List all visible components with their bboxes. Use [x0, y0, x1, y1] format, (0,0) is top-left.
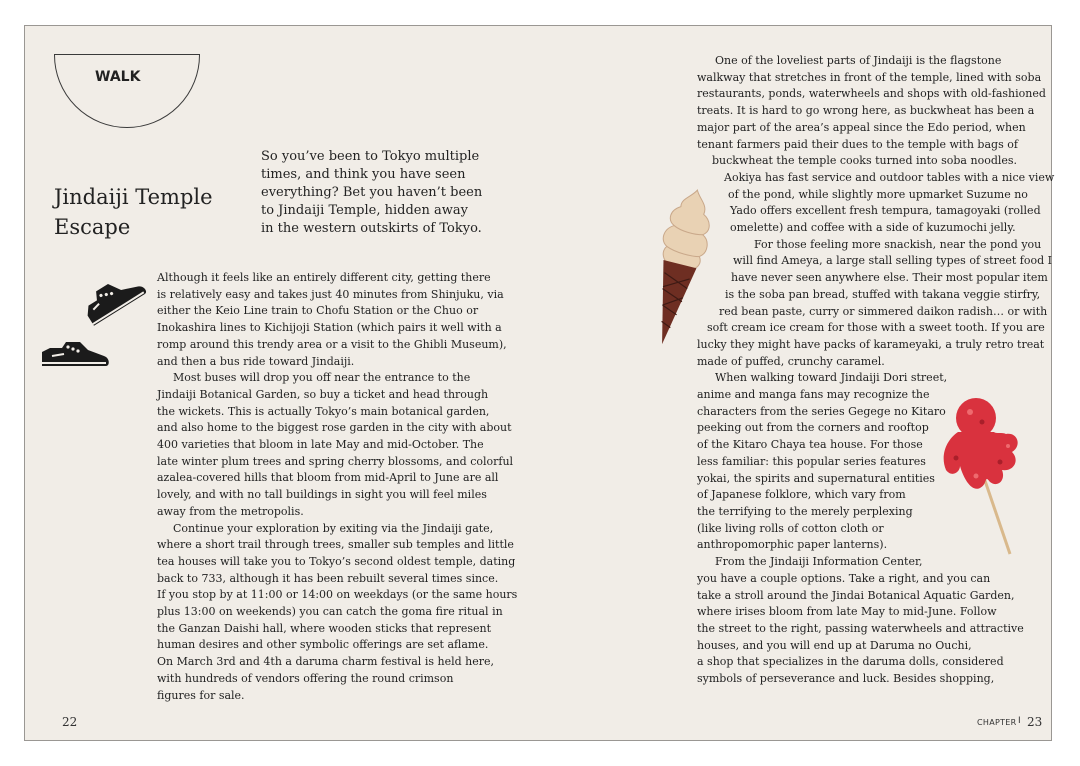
body-line: the Ganzan Daishi hall, where wooden sticks that represent — [157, 621, 492, 635]
body-line: 400 varieties that bloom in late May and mid-October. The — [157, 438, 484, 452]
body-line: a shop that specializes in the daruma dolls, considered — [697, 655, 1004, 669]
body-line: is relatively easy and takes just 40 minutes from Shinjuku, via — [157, 287, 504, 301]
body-line: is the soba pan bread, stuffed with takana veggie stirfry, — [725, 287, 1041, 301]
body-line: plus 13:00 on weekends) you can catch the goma fire ritual in — [157, 605, 503, 619]
body-line: made of puffed, crunchy caramel. — [697, 354, 885, 368]
sneakers-icon — [40, 270, 145, 380]
body-line: houses, and you will end up at Daruma no Ouchi, — [697, 638, 972, 652]
body-line: On March 3rd and 4th a daruma charm festival is held here, — [157, 655, 494, 669]
soft-serve-ice-cream-illustration — [648, 186, 710, 350]
body-line: For those feeling more snackish, near the pond you — [754, 237, 1042, 251]
body-line: where irises bloom from late May to mid-June. Follow — [697, 605, 997, 619]
title-line: Escape — [54, 215, 131, 239]
body-line: of the pond, while slightly more upmarket Suzume no — [728, 187, 1028, 201]
body-line: back to 733, although it has been rebuilt several times since. — [157, 571, 499, 585]
body-line: will find Ameya, a large stall selling types of street food I — [733, 254, 1052, 268]
body-line: yokai, the spirits and supernatural entities — [697, 471, 935, 485]
body-line: peeking out from the corners and rooftop — [697, 421, 929, 435]
body-line: romp around this trendy area or a visit to the Ghibli Museum), — [157, 337, 507, 351]
body-line: buckwheat the temple cooks turned into soba noodles. — [712, 154, 1018, 168]
body-line: and also home to the biggest rose garden in the city with about — [157, 421, 512, 435]
intro-line: So you’ve been to Tokyo multiple — [261, 149, 480, 164]
body-line: less familiar: this popular series features — [697, 454, 926, 468]
body-line: symbols of perseverance and luck. Besides shopping, — [697, 672, 995, 686]
body-line: Jindaiji Botanical Garden, so buy a ticket and head through — [157, 387, 489, 401]
body-line: either the Keio Line train to Chofu Station or the Chuo or — [157, 304, 479, 318]
body-line: Most buses will drop you off near the entrance to the — [173, 371, 471, 385]
body-line: major part of the area’s appeal since the Edo period, when — [697, 120, 1026, 134]
body-line: Continue your exploration by exiting via the Jindaiji gate, — [173, 521, 494, 535]
body-line: From the Jindaiji Information Center, — [715, 555, 923, 569]
body-line: Yado offers excellent fresh tempura, tamagoyaki (rolled — [730, 204, 1041, 218]
body-line: restaurants, ponds, waterwheels and shops with old-fashioned — [697, 87, 1046, 101]
walk-label: WALK — [95, 69, 141, 85]
body-line: the terrifying to the merely perplexing — [697, 504, 913, 518]
body-line: late winter plum trees and spring cherry blossoms, and colorful — [157, 454, 514, 468]
body-line: have never seen anywhere else. Their most popular item — [731, 271, 1048, 285]
body-line: the wickets. This is actually Tokyo’s main botanical garden, — [157, 404, 490, 418]
right-body-column — [697, 53, 1054, 688]
body-line: If you stop by at 11:00 or 14:00 on weekdays (or the same hours — [157, 588, 518, 602]
body-line: lovely, and with no tall buildings in sight you will feel miles — [157, 488, 487, 502]
title-line: Jindaiji Temple — [54, 185, 213, 209]
body-line: Aokiya has fast service and outdoor tables with a nice view — [724, 170, 1055, 184]
body-line: red bean paste, curry or simmered daikon radish… or with — [719, 304, 1048, 318]
body-line: anime and manga fans may recognize the — [697, 388, 930, 402]
body-line: human desires and other symbolic offerings are set aflame. — [157, 638, 489, 652]
body-line: One of the loveliest parts of Jindaiji is the flagstone — [715, 54, 1002, 67]
body-line: anthropomorphic paper lanterns). — [697, 538, 888, 552]
body-line: Although it feels like an entirely different city, getting there — [157, 271, 491, 284]
body-line: walkway that stretches in front of the temple, lined with soba — [697, 70, 1042, 84]
body-line: and then a bus ride toward Jindaiji. — [157, 354, 355, 368]
body-line: azalea-covered hills that bloom from mid-April to June are all — [157, 471, 499, 485]
chapter-label: CHAPTER — [977, 718, 1017, 727]
footer-separator: I — [1018, 716, 1021, 726]
body-line: (like living rolls of cotton cloth or — [697, 521, 884, 535]
body-line: take a stroll around the Jindai Botanical Aquatic Garden, — [697, 588, 1015, 602]
body-line: tenant farmers paid their dues to the temple with bags of — [697, 137, 1018, 151]
octopus-candy-illustration — [936, 396, 1028, 558]
left-page-number: 22 — [62, 715, 78, 729]
body-line: lucky they might have packs of karameyaki, a truly retro treat — [697, 337, 1045, 351]
intro-line: everything? Bet you haven’t been — [261, 185, 483, 200]
page-title — [54, 182, 213, 242]
body-line: omelette) and coffee with a side of kuzumochi jelly. — [730, 221, 1016, 235]
body-line: tea houses will take you to Tokyo’s second oldest temple, dating — [157, 554, 516, 568]
left-body-column — [157, 270, 517, 704]
body-line: Inokashira lines to Kichijoji Station (which pairs it well with a — [157, 321, 502, 335]
body-line: of Japanese folklore, which vary from — [697, 488, 906, 502]
body-line: the street to the right, passing waterwheels and attractive — [697, 621, 1024, 635]
body-line: treats. It is hard to go wrong here, as buckwheat has been a — [697, 104, 1035, 118]
body-line: When walking toward Jindaiji Dori street, — [715, 371, 948, 385]
body-line: where a short trail through trees, smaller sub temples and little — [157, 538, 514, 552]
intro-line: times, and think you have seen — [261, 167, 466, 182]
body-line: soft cream ice cream for those with a sweet tooth. If you are — [707, 321, 1045, 335]
body-line: of the Kitaro Chaya tea house. For those — [697, 438, 923, 452]
right-page-number: 23 — [1027, 715, 1043, 729]
intro-line: in the western outskirts of Tokyo. — [261, 221, 482, 236]
body-line: with hundreds of vendors offering the round crimson — [157, 671, 454, 685]
body-line: you have a couple options. Take a right, and you can — [697, 571, 991, 585]
body-line: away from the metropolis. — [157, 504, 304, 518]
intro-line: to Jindaiji Temple, hidden away — [261, 203, 468, 218]
intro-paragraph — [261, 148, 482, 238]
body-line: figures for sale. — [157, 688, 245, 702]
body-line: characters from the series Gegege no Kitaro — [697, 404, 946, 418]
